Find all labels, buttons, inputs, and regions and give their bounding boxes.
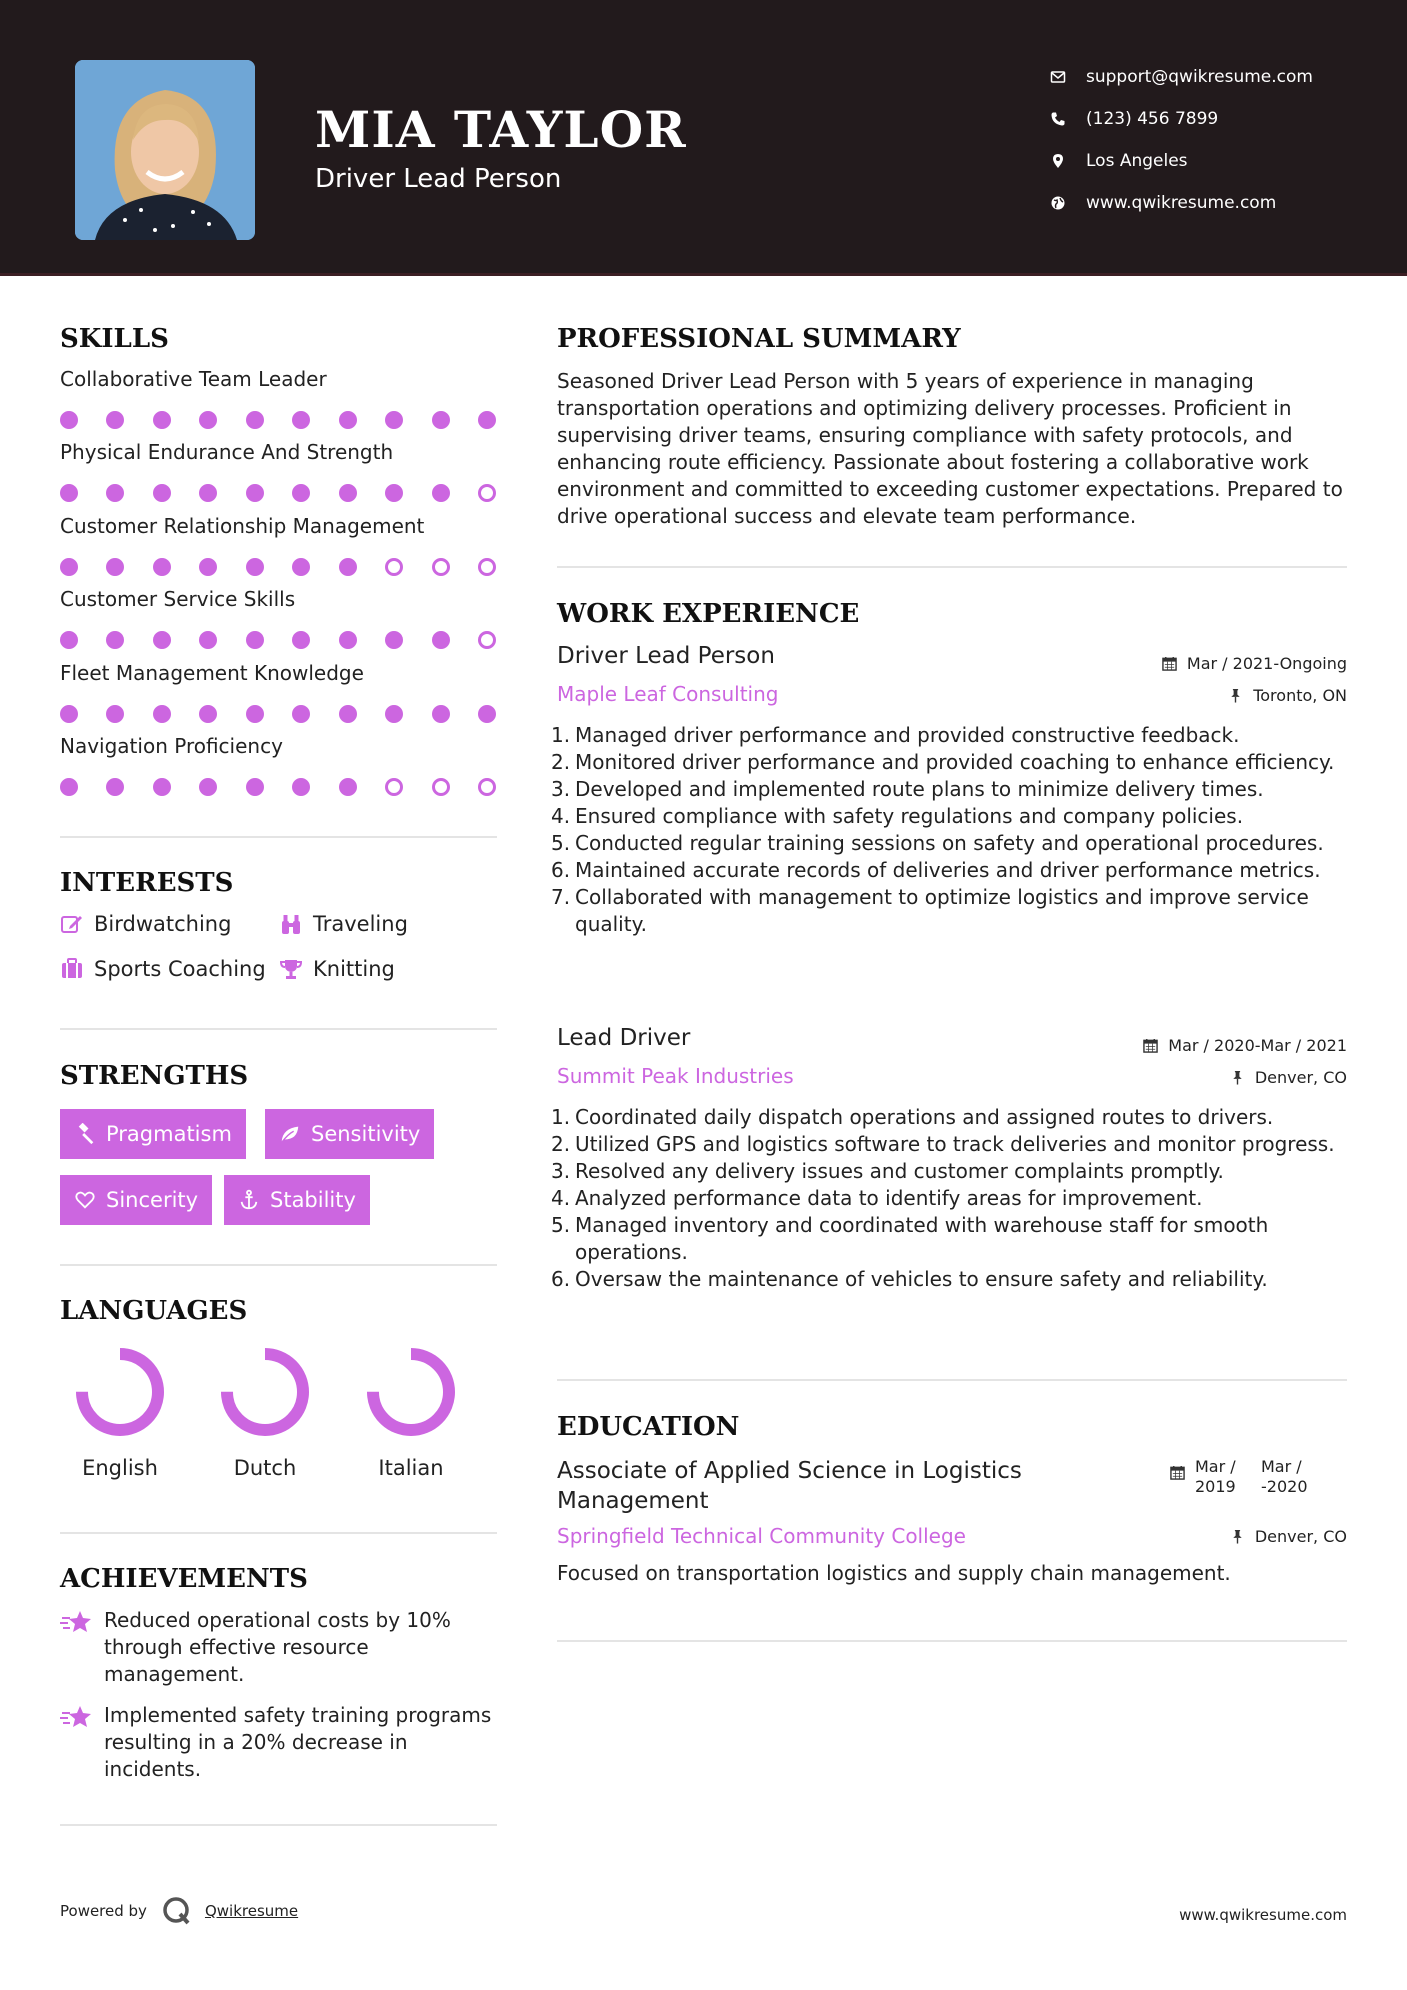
rating-dot-filled (339, 411, 357, 429)
contact-email[interactable] (1050, 56, 1313, 98)
resume-header (0, 0, 1407, 276)
rating-dot-filled (432, 631, 450, 649)
leaf-icon (279, 1123, 301, 1145)
skills-title: SKILLS (60, 324, 169, 354)
rating-dot-empty (478, 484, 496, 502)
education-dates (1170, 1457, 1327, 1497)
rating-dot-filled (106, 705, 124, 723)
responsibility-text: Utilized GPS and logistics software to track deliveries and monitor progress. (575, 1132, 1335, 1156)
strengths-divider (60, 1264, 497, 1266)
summary-divider (557, 566, 1347, 568)
languages-title: LANGUAGES (60, 1296, 248, 1326)
list-number: 2. (551, 750, 571, 774)
rating-dot-filled (106, 558, 124, 576)
responsibility-item (551, 884, 1357, 938)
phone-icon (1050, 111, 1086, 127)
rating-dot-filled (199, 631, 217, 649)
skill-rating (60, 778, 496, 796)
responsibility-text: Maintained accurate records of deliveries and driver performance metrics. (575, 858, 1321, 882)
interest-label: Sports Coaching (94, 957, 266, 981)
skills-divider (60, 836, 497, 838)
strength-label: Pragmatism (106, 1122, 232, 1146)
skill-label: Fleet Management Knowledge (60, 660, 364, 685)
rating-dot-empty (478, 778, 496, 796)
list-number: 3. (551, 777, 571, 801)
contact-website-text: www.qwikresume.com (1086, 193, 1277, 213)
responsibility-item (551, 1212, 1357, 1266)
job-responsibilities (551, 1104, 1357, 1293)
strength-label: Sensitivity (311, 1122, 421, 1146)
achievement-item (60, 1607, 500, 1688)
rating-dot-empty (478, 558, 496, 576)
strength-sensitivity (265, 1109, 434, 1159)
interest-sports-coaching (60, 957, 266, 981)
rating-dot-filled (153, 411, 171, 429)
job-responsibilities (551, 722, 1357, 938)
rating-dot-filled (60, 558, 78, 576)
responsibility-text: Resolved any delivery issues and customer complaints promptly. (575, 1159, 1224, 1183)
rating-dot-empty (432, 558, 450, 576)
anchor-icon (238, 1189, 260, 1211)
rating-dot-filled (246, 778, 264, 796)
achievement-text: Implemented safety training programs resulting in a 20% decrease in incidents. (104, 1703, 492, 1781)
skill-item (60, 661, 500, 723)
rating-dot-filled (246, 558, 264, 576)
language-ring (219, 1346, 311, 1438)
footer-website[interactable]: www.qwikresume.com (1179, 1906, 1347, 1924)
strength-label: Sincerity (106, 1188, 199, 1212)
rating-dot-filled (385, 484, 403, 502)
interest-birdwatching (60, 912, 231, 936)
job-title: Lead Driver (557, 1025, 691, 1051)
avatar (75, 60, 255, 240)
edu-end-month: Mar / (1261, 1457, 1302, 1476)
contact-phone[interactable] (1050, 98, 1313, 140)
rating-dot-filled (246, 484, 264, 502)
achievements-divider (60, 1824, 497, 1826)
language-label: Italian (378, 1456, 444, 1480)
responsibility-item (551, 1266, 1357, 1293)
skill-rating (60, 484, 496, 502)
contact-location-text: Los Angeles (1086, 151, 1188, 171)
gavel-icon (74, 1123, 96, 1145)
responsibility-item (551, 1185, 1357, 1212)
rating-dot-filled (153, 705, 171, 723)
summary-title: PROFESSIONAL SUMMARY (557, 324, 961, 354)
education-text: Focused on transportation logistics and supply chain management. (557, 1561, 1231, 1585)
responsibility-text: Collaborated with management to optimize logistics and improve service quality. (575, 885, 1309, 936)
strength-label: Stability (270, 1188, 356, 1212)
rating-dot-filled (432, 705, 450, 723)
work-divider (557, 1379, 1347, 1381)
school-name[interactable]: Springfield Technical Community College (557, 1524, 966, 1548)
responsibility-text: Developed and implemented route plans to minimize delivery times. (575, 777, 1264, 801)
responsibility-text: Ensured compliance with safety regulations and company policies. (575, 804, 1244, 828)
responsibility-text: Analyzed performance data to identify areas for improvement. (575, 1186, 1203, 1210)
skill-item (60, 440, 500, 502)
interest-traveling (279, 912, 408, 936)
rating-dot-filled (292, 705, 310, 723)
rating-dot-filled (246, 411, 264, 429)
language-item (356, 1346, 466, 1480)
responsibility-item (551, 749, 1357, 776)
job-location-text: Toronto, ON (1253, 686, 1347, 705)
candidate-role: Driver Lead Person (315, 164, 562, 194)
rating-dot-filled (339, 631, 357, 649)
responsibility-text: Oversaw the maintenance of vehicles to ensure safety and reliability. (575, 1267, 1268, 1291)
skill-rating (60, 558, 496, 576)
responsibility-item (551, 1158, 1357, 1185)
envelope-icon (1050, 69, 1086, 85)
education-divider (557, 1640, 1347, 1642)
rating-dot-empty (478, 631, 496, 649)
list-number: 3. (551, 1159, 571, 1183)
interest-label: Traveling (313, 912, 408, 936)
interest-knitting (279, 957, 395, 981)
rating-dot-filled (153, 778, 171, 796)
rating-dot-filled (60, 778, 78, 796)
job-location (1230, 1068, 1347, 1087)
strength-stability (224, 1175, 370, 1225)
rating-dot-empty (385, 558, 403, 576)
list-number: 6. (551, 1267, 571, 1291)
skill-item (60, 514, 500, 576)
list-number: 4. (551, 1186, 571, 1210)
rating-dot-filled (339, 778, 357, 796)
powered-by-text: Powered by (60, 1902, 147, 1920)
responsibility-text: Monitored driver performance and provided coaching to enhance efficiency. (575, 750, 1335, 774)
map-pin-icon (1050, 153, 1086, 169)
interests-divider (60, 1028, 497, 1030)
skill-rating (60, 705, 496, 723)
strengths-title: STRENGTHS (60, 1061, 249, 1091)
responsibility-text: Managed inventory and coordinated with warehouse staff for smooth operations. (575, 1213, 1269, 1264)
job-dates (1143, 1036, 1347, 1055)
rating-dot-filled (246, 705, 264, 723)
edit-icon (60, 912, 84, 936)
rating-dot-filled (478, 411, 496, 429)
responsibility-item (551, 776, 1357, 803)
job-location-text: Denver, CO (1254, 1068, 1347, 1087)
company-name[interactable]: Maple Leaf Consulting (557, 682, 779, 706)
rating-dot-filled (60, 631, 78, 649)
languages-divider (60, 1532, 497, 1534)
rating-dot-filled (153, 631, 171, 649)
responsibility-item (551, 830, 1357, 857)
rating-dot-filled (106, 631, 124, 649)
job-title: Driver Lead Person (557, 643, 775, 669)
language-label: Dutch (233, 1456, 297, 1480)
rating-dot-filled (199, 411, 217, 429)
skill-label: Collaborative Team Leader (60, 367, 327, 391)
list-number: 4. (551, 804, 571, 828)
language-item (210, 1346, 320, 1480)
qwikresume-logo-icon (161, 1895, 193, 1927)
rating-dot-filled (385, 411, 403, 429)
skill-item (60, 367, 500, 429)
rating-dot-filled (246, 631, 264, 649)
contact-email-text: support@qwikresume.com (1086, 67, 1313, 87)
suitcase-icon (60, 957, 84, 981)
rating-dot-filled (339, 558, 357, 576)
interest-label: Knitting (313, 957, 395, 981)
pushpin-icon (1230, 1070, 1245, 1085)
rating-dot-filled (60, 705, 78, 723)
skill-label: Navigation Proficiency (60, 734, 283, 758)
rating-dot-filled (292, 778, 310, 796)
calendar-icon (1143, 1038, 1158, 1053)
education-location (1230, 1527, 1347, 1546)
rating-dot-filled (339, 484, 357, 502)
binoculars-icon (279, 912, 303, 936)
interest-label: Birdwatching (94, 912, 232, 936)
responsibility-item (551, 1104, 1357, 1131)
pushpin-icon (1228, 688, 1243, 703)
calendar-icon (1162, 656, 1177, 671)
list-number: 5. (551, 831, 571, 855)
strength-pragmatism (60, 1109, 246, 1159)
list-number: 5. (551, 1213, 571, 1237)
responsibility-text: Conducted regular training sessions on safety and operational procedures. (575, 831, 1324, 855)
degree-title: Associate of Applied Science in Logistics Management (557, 1458, 1022, 1514)
responsibility-text: Managed driver performance and provided constructive feedback. (575, 723, 1240, 747)
edu-start-month: Mar / (1195, 1457, 1236, 1476)
list-number: 7. (551, 885, 571, 909)
rating-dot-empty (432, 778, 450, 796)
rating-dot-filled (199, 705, 217, 723)
language-ring (74, 1346, 166, 1438)
edu-end-year: -2020 (1261, 1477, 1308, 1496)
rating-dot-filled (292, 558, 310, 576)
language-ring-arc (82, 1354, 158, 1430)
work-title: WORK EXPERIENCE (557, 599, 860, 629)
contact-location (1050, 140, 1313, 182)
interests-title: INTERESTS (60, 868, 234, 898)
rating-dot-filled (199, 484, 217, 502)
rating-dot-filled (106, 778, 124, 796)
contact-phone-text: (123) 456 7899 (1086, 109, 1219, 129)
skill-label: Customer Service Skills (60, 587, 296, 612)
list-number: 1. (551, 723, 571, 747)
edu-start-year: 2019 (1195, 1477, 1236, 1496)
language-item (65, 1346, 175, 1480)
language-ring-arc (227, 1354, 303, 1430)
rating-dot-filled (60, 484, 78, 502)
globe-icon (1050, 195, 1086, 211)
rating-dot-filled (199, 778, 217, 796)
qwikresume-link[interactable]: Qwikresume (204, 1902, 299, 1920)
skill-rating (60, 411, 496, 429)
rating-dot-filled (385, 631, 403, 649)
rating-dot-filled (432, 484, 450, 502)
summary-text: Seasoned Driver Lead Person with 5 years of experience in managing transportation operations and optimizing delivery processes. Proficient in supervising driver teams, ensuring compliance with safety protocols, and enhancing route efficiency. Passionate about fostering a collaborative work environment and committed to exceeding customer expectations. Prepared to drive operational success and elevate team performance. (557, 369, 1343, 528)
rating-dot-empty (385, 778, 403, 796)
responsibility-text: Coordinated daily dispatch operations and assigned routes to drivers. (575, 1105, 1274, 1129)
skill-item (60, 587, 500, 649)
rating-dot-filled (199, 558, 217, 576)
rating-dot-filled (385, 705, 403, 723)
calendar-icon (1170, 1465, 1185, 1480)
footer-powered-by (60, 1895, 298, 1927)
rating-dot-filled (292, 484, 310, 502)
rating-dot-filled (432, 411, 450, 429)
responsibility-item (551, 857, 1357, 884)
achievement-item (60, 1702, 500, 1783)
strength-sincerity (60, 1175, 212, 1225)
skill-rating (60, 631, 496, 649)
trophy-icon (279, 957, 303, 981)
profile-photo (75, 60, 255, 240)
rating-dot-filled (339, 705, 357, 723)
rating-dot-filled (106, 411, 124, 429)
rating-dot-filled (478, 705, 496, 723)
skill-label: Customer Relationship Management (60, 513, 425, 538)
skill-label: Physical Endurance And Strength (60, 440, 394, 465)
list-number: 2. (551, 1132, 571, 1156)
rating-dot-filled (292, 411, 310, 429)
list-number: 1. (551, 1105, 571, 1129)
language-ring (365, 1346, 457, 1438)
star-icon (60, 1609, 94, 1635)
education-location-text: Denver, CO (1254, 1527, 1347, 1546)
skill-item (60, 734, 500, 796)
language-label: English (82, 1456, 158, 1480)
rating-dot-filled (292, 631, 310, 649)
job-location (1228, 686, 1347, 705)
rating-dot-filled (153, 484, 171, 502)
contact-website[interactable] (1050, 182, 1313, 224)
rating-dot-filled (60, 411, 78, 429)
company-name[interactable]: Summit Peak Industries (557, 1064, 794, 1088)
education-title: EDUCATION (557, 1412, 740, 1442)
language-ring-arc (373, 1354, 449, 1430)
rating-dot-filled (106, 484, 124, 502)
responsibility-item (551, 803, 1357, 830)
responsibility-item (551, 722, 1357, 749)
achievement-text: Reduced operational costs by 10% through effective resource management. (104, 1608, 451, 1686)
achievements-title: ACHIEVEMENTS (60, 1564, 308, 1594)
heart-icon (74, 1189, 96, 1211)
contact-list (1050, 56, 1313, 224)
responsibility-item (551, 1131, 1357, 1158)
rating-dot-filled (153, 558, 171, 576)
pushpin-icon (1230, 1529, 1245, 1544)
job-dates-text: Mar / 2020-Mar / 2021 (1168, 1036, 1347, 1055)
list-number: 6. (551, 858, 571, 882)
job-dates-text: Mar / 2021-Ongoing (1186, 654, 1347, 673)
job-dates (1162, 654, 1347, 673)
candidate-name: MIA TAYLOR (315, 100, 687, 159)
star-icon (60, 1704, 94, 1730)
